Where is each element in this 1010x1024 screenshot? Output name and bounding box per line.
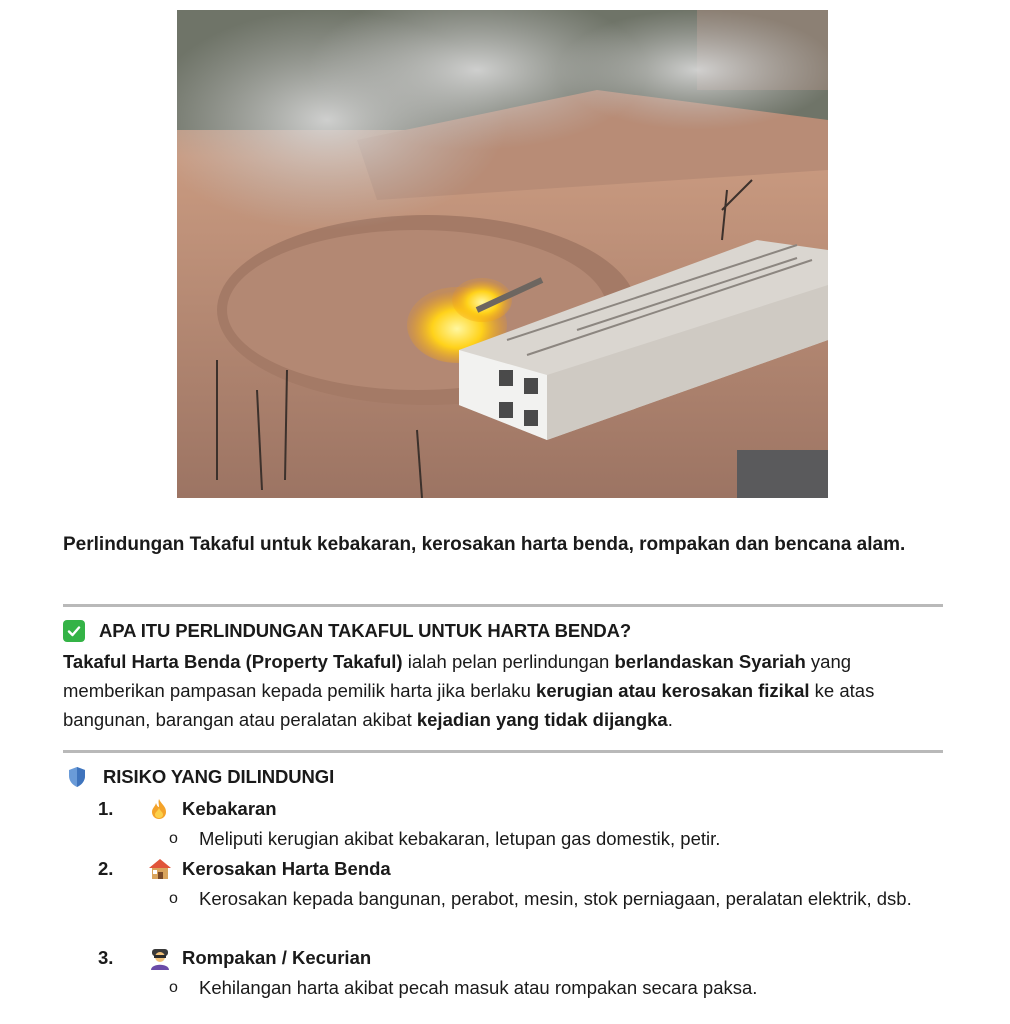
bullet: o [169,890,178,907]
text: ke atas bangunan, barangan atau peralatan akibat [63,680,875,730]
risk-detail: Meliputi kerugian akibat kebakaran, letupan gas domestik, petir. [199,828,721,849]
section-heading-text: APA ITU PERLINDUNGAN TAKAFUL UNTUK HARTA BENDA? [99,620,632,641]
check-icon [63,620,85,642]
section-heading-what-is [63,620,631,642]
emphasis: kerugian atau kerosakan fizikal [536,680,810,701]
definition-paragraph [63,647,953,734]
risk-item [63,944,943,1002]
caption: Perlindungan Takaful untuk kebakaran, kerosakan harta benda, rompakan dan bencana alam. [63,534,906,555]
house-icon [148,858,170,880]
risk-number: 2. [98,858,114,879]
emphasis: kejadian yang tidak dijangka [416,709,668,730]
risk-item [63,795,943,853]
risk-detail: Kerosakan kepada bangunan, perabot, mesin, stok perniagaan, peralatan elektrik, dsb. [199,888,912,909]
emphasis: berlandaskan Syariah [614,651,806,672]
thief-icon [148,947,170,969]
section-heading-text: RISIKO YANG DILINDUNGI [103,766,335,787]
divider [63,750,943,753]
text: . [667,709,673,730]
fire-icon [148,798,170,820]
risk-title: Rompakan / Kecurian [182,947,372,968]
risk-number: 3. [98,947,114,968]
divider [63,604,943,607]
shield-icon [67,766,87,788]
risk-number: 1. [98,798,114,819]
risk-detail: Kehilangan harta akibat pecah masuk atau rompakan secara paksa. [199,977,758,998]
bullet: o [169,830,178,847]
risk-title: Kerosakan Harta Benda [182,858,391,879]
term: Takaful Harta Benda (Property Takaful) [63,651,403,672]
section-heading-risks [63,766,334,788]
fire-scene-photo [177,10,828,498]
bullet: o [169,979,178,996]
text: yang memberikan pampasan kepada pemilik harta jika berlaku [63,651,852,701]
risk-title: Kebakaran [182,798,277,819]
risk-item [63,855,943,913]
text: ialah pelan perlindungan [402,651,615,672]
